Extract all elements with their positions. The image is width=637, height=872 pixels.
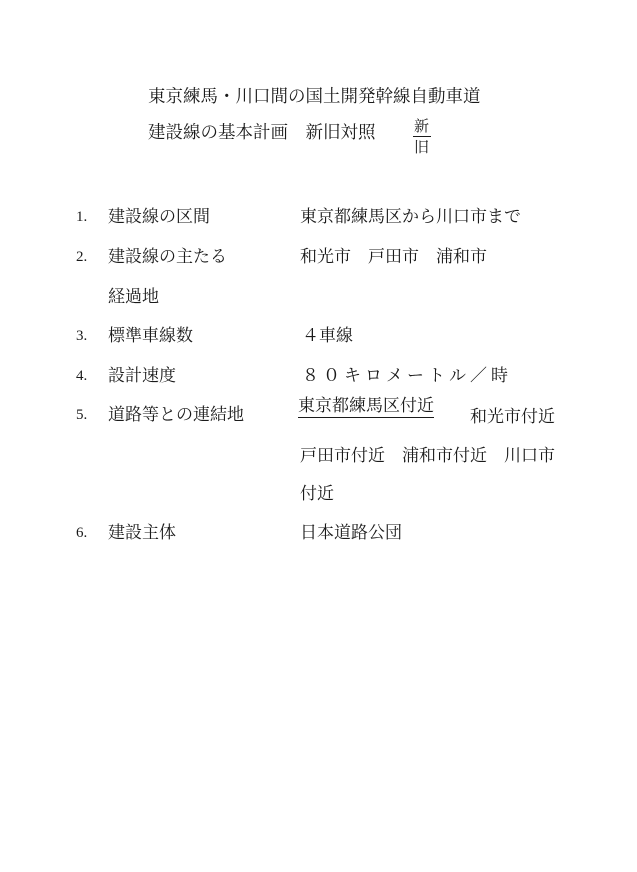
item-value-underlined: 東京都練馬区付近 xyxy=(298,396,434,416)
item-label: 建設線の区間 xyxy=(108,207,210,227)
label-old: 旧 xyxy=(414,138,430,156)
item-value: ８０キロメートル／時 xyxy=(302,366,512,386)
item-label: 建設線の主たる xyxy=(108,247,227,267)
item-value: ４車線 xyxy=(302,326,353,346)
item-value-continued: 戸田市付近 浦和市付近 川口市 xyxy=(300,446,555,466)
item-number: 6. xyxy=(76,525,88,541)
item-label: 標準車線数 xyxy=(108,326,193,346)
item-label: 道路等との連結地 xyxy=(108,405,244,425)
item-value-continued: 付近 xyxy=(300,484,334,504)
item-number: 3. xyxy=(76,328,88,344)
title-line-2: 建設線の基本計画 新旧対照 xyxy=(148,123,376,143)
item-number: 4. xyxy=(76,368,88,384)
item-label: 設計速度 xyxy=(108,366,176,386)
item-number: 5. xyxy=(76,407,88,423)
item-value: 東京都練馬区から川口市まで xyxy=(300,207,521,227)
label-new: 新 xyxy=(414,117,430,135)
item-number: 1. xyxy=(76,209,88,225)
item-value: 和光市 戸田市 浦和市 xyxy=(300,247,487,267)
item-number: 2. xyxy=(76,249,88,265)
item-value: 日本道路公団 xyxy=(300,523,402,543)
item-label: 建設主体 xyxy=(108,523,176,543)
item-label-continued: 経過地 xyxy=(108,287,159,307)
item-value: 和光市付近 xyxy=(470,407,555,427)
fraction-rule xyxy=(413,136,431,137)
title-line-1: 東京練馬・川口間の国土開発幹線自動車道 xyxy=(148,87,481,107)
